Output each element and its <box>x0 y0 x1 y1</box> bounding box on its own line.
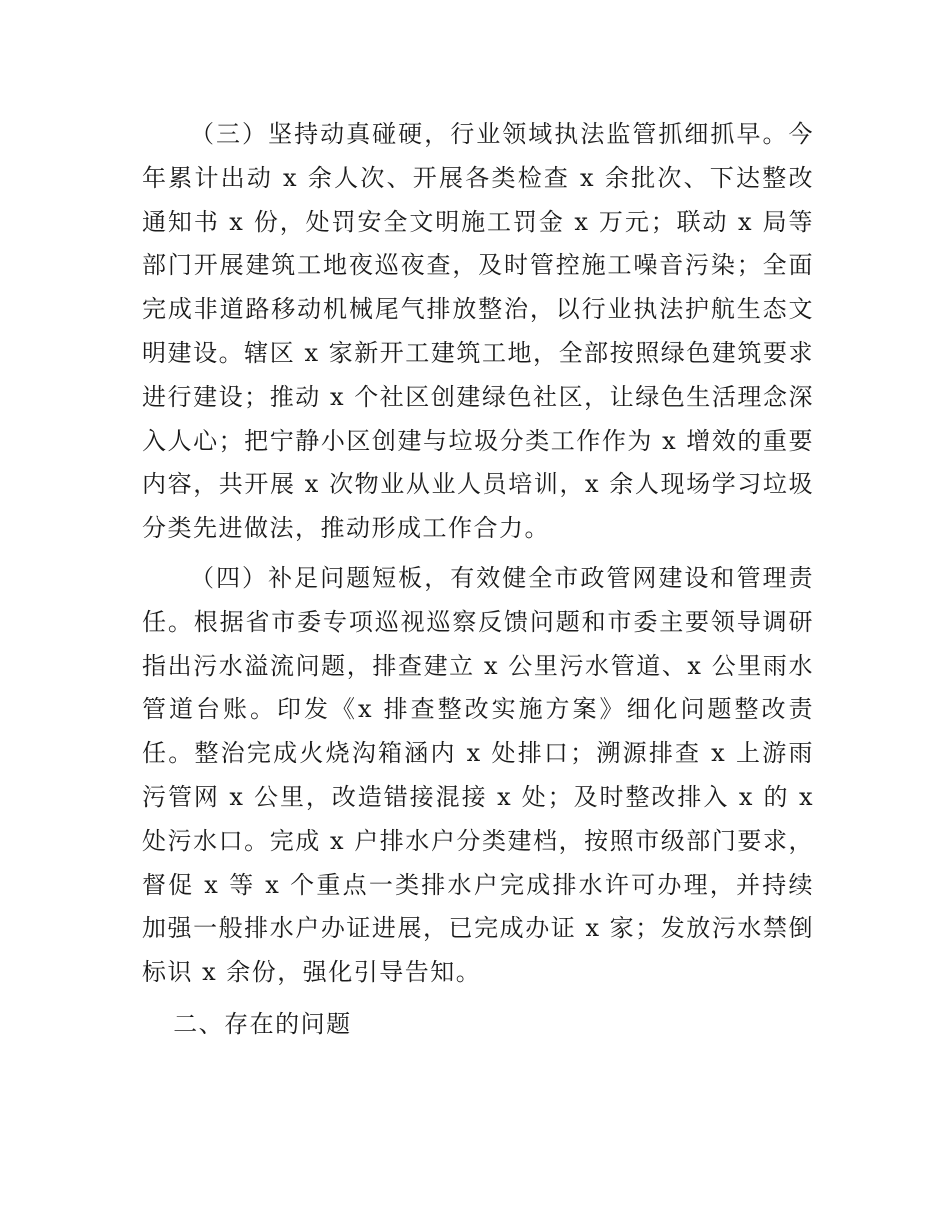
section-heading-problems: 二、存在的问题 <box>173 1009 352 1038</box>
document-body <box>142 113 814 1047</box>
paragraph-enforcement-supervision: （三）坚持动真碰硬，行业领域执法监管抓细抓早。今年累计出动 x 余人次、开展各类检查 x 余批次、下达整改通知书 x 份，处罚安全文明施工罚金 x 万元；联动 x 局等部门开展建筑工地夜巡夜查，及时管控施工噪音污染；全面完成非道路移动机械尾气排放整治，以行业执法护航生态文明建设。辖区 x 家新开工建筑工地，全部按照绿色建筑要求进行建设；推动 x 个社区创建绿色社区，让绿色生活理念深入人心；把宁静小区创建与垃圾分类工作作为 x 增效的重要内容，共开展 x 次物业从业人员培训，x 余人现场学习垃圾分类先进做法，推动形成工作合力。 <box>142 120 814 543</box>
paragraph-pipe-network: （四）补足问题短板，有效健全市政管网建设和管理责任。根据省市委专项巡视巡察反馈问题和市委主要领导调研指出污水溢流问题，排查建立 x 公里污水管道、x 公里雨水管道台账。印发《x 排查整改实施方案》细化问题整改责任。整治完成火烧沟箱涵内 x 处排口；溯源排查 x 上游雨污管网 x 公里，改造错接混接 x 处；及时整改排入 x 的 x 处污水口。完成 x 户排水户分类建档，按照市级部门要求，督促 x 等 x 个重点一类排水户完成排水许可办理，并持续加强一般排水户办证进展，已完成办证 x 家；发放污水禁倒标识 x 余份，强化引导告知。 <box>142 563 814 987</box>
